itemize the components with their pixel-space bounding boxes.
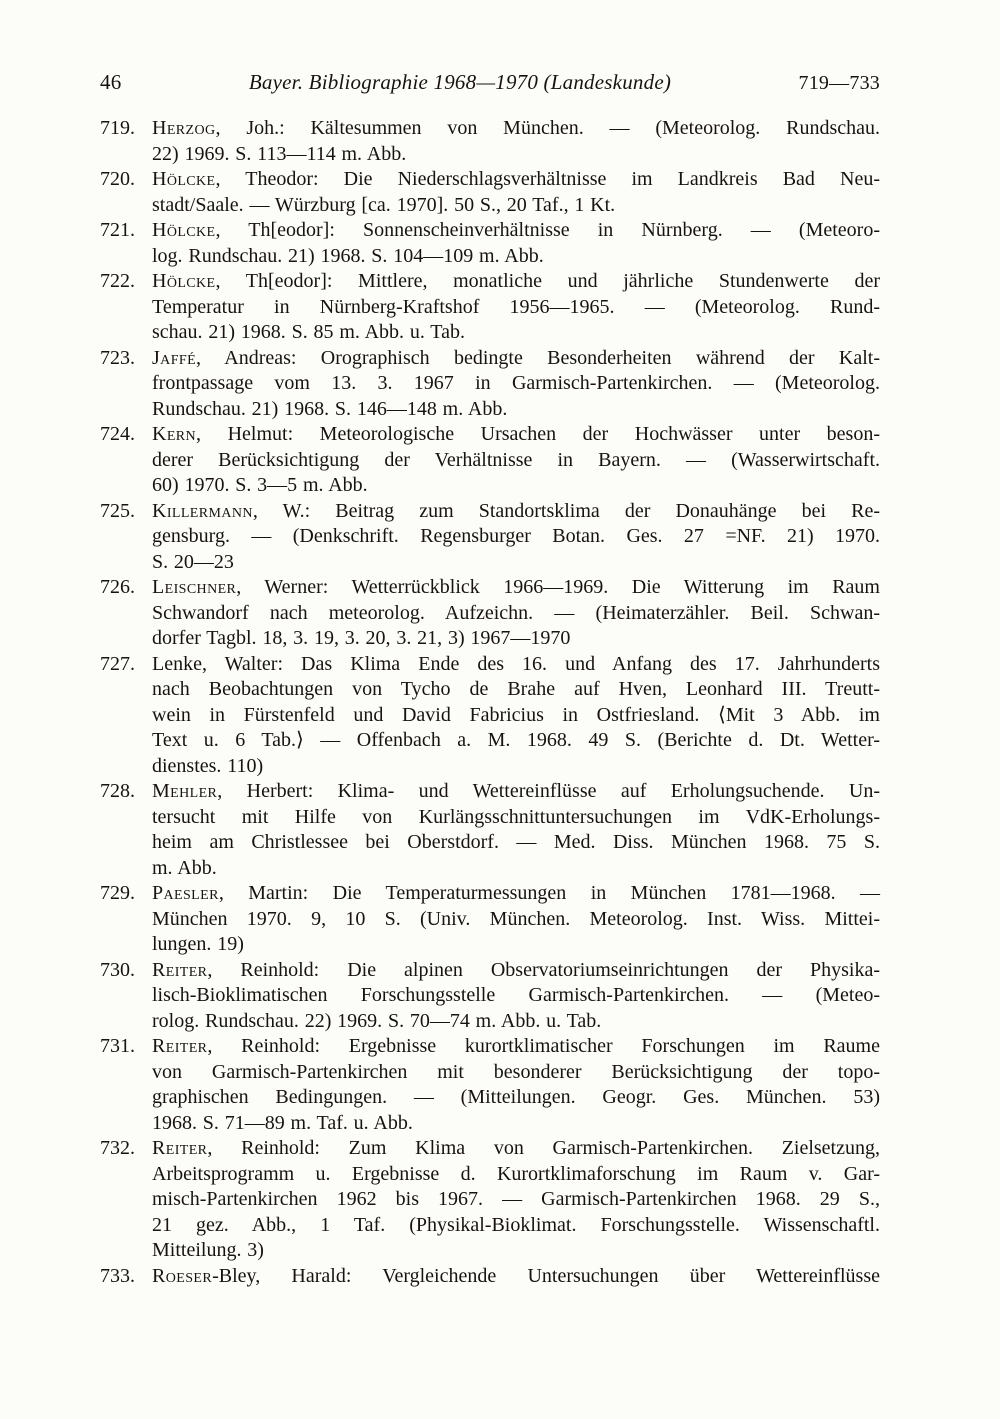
entry-line: 21 gez. Abb., 1 Taf. (Physikal-Bioklimat. Forschungsstelle. Wissenschaftl. xyxy=(152,1213,880,1236)
entry-line: tersucht mit Hilfe von Kurlängsschnittuntersuchungen im VdK-Erholungs- xyxy=(152,805,880,828)
entry-line: Killermann, W.: Beitrag zum Standortsklima der Donauhänge bei Re- xyxy=(152,499,880,522)
entry-number: 722. xyxy=(100,270,135,292)
entry-text xyxy=(152,116,880,167)
entry-line: graphischen Bedingungen. — (Mitteilungen. Geogr. Ges. München. 53) xyxy=(152,1086,880,1108)
entry-line: S. 20—23 xyxy=(152,550,234,573)
entry-number: 721. xyxy=(100,219,135,241)
bibliography-entry xyxy=(100,958,880,1035)
entry-number: 732. xyxy=(100,1137,135,1159)
entry-line: Lenke, Walter: Das Klima Ende des 16. und Anfang des 17. Jahrhunderts xyxy=(152,652,880,675)
bibliography-entry xyxy=(100,881,880,958)
entry-number: 720. xyxy=(100,168,135,190)
entry-number: 729. xyxy=(100,882,135,904)
entry-text xyxy=(152,1034,880,1136)
entry-line: Rundschau. 21) 1968. S. 146—148 m. Abb. xyxy=(152,397,508,420)
bibliography-entry xyxy=(100,1264,880,1290)
entry-number: 728. xyxy=(100,780,135,802)
entry-line: frontpassage vom 13. 3. 1967 in Garmisch-Partenkirchen. — (Meteorolog. xyxy=(152,372,880,394)
entry-line: Reiter, Reinhold: Zum Klima von Garmisch-Partenkirchen. Zielsetzung, xyxy=(152,1137,880,1159)
entry-number: 726. xyxy=(100,576,135,598)
entry-line: Reiter, Reinhold: Die alpinen Observatoriumseinrichtungen der Physika- xyxy=(152,958,880,981)
author-surname: Roeser xyxy=(152,1264,213,1287)
entry-line: dienstes. 110) xyxy=(152,754,264,777)
bibliography-entry xyxy=(100,346,880,423)
entry-line: Hölcke, Th[eodor]: Sonnenscheinverhältnisse in Nürnberg. — (Meteoro- xyxy=(152,219,880,241)
entry-text xyxy=(152,269,880,346)
entry-line: Roeser-Bley, Harald: Vergleichende Untersuchungen über Wettereinflüsse xyxy=(152,1264,880,1287)
bibliography-entry xyxy=(100,1136,880,1264)
author-surname: Paesler xyxy=(152,882,219,904)
entry-line: Reiter, Reinhold: Ergebnisse kurortklimatischer Forschungen im Raume xyxy=(152,1035,880,1057)
author-surname: Hölcke xyxy=(152,270,216,292)
entry-line: Herzog, Joh.: Kältesummen von München. — (Meteorolog. Rundschau. xyxy=(152,117,880,139)
entry-line: Paesler, Martin: Die Temperaturmessungen in München 1781—1968. — xyxy=(152,882,880,904)
page-header xyxy=(100,70,880,95)
bibliography-entry xyxy=(100,116,880,167)
entry-text xyxy=(152,1264,880,1290)
author-surname: Jaffé xyxy=(152,346,197,369)
entry-line: Arbeitsprogramm u. Ergebnisse d. Kurortklimaforschung im Raum v. Gar- xyxy=(152,1162,880,1185)
bibliography-entry xyxy=(100,167,880,218)
entry-text xyxy=(152,881,880,958)
entry-text xyxy=(152,167,880,218)
entry-text xyxy=(152,652,880,780)
bibliography-entry xyxy=(100,652,880,780)
entry-line: 1968. S. 71—89 m. Taf. u. Abb. xyxy=(152,1111,413,1134)
entry-line: 22) 1969. S. 113—114 m. Abb. xyxy=(152,142,407,165)
bibliography-entry xyxy=(100,779,880,881)
bibliography-entry xyxy=(100,269,880,346)
entry-line: heim am Christlessee bei Oberstdorf. — Med. Diss. München 1968. 75 S. xyxy=(152,831,880,853)
entry-line: misch-Partenkirchen 1962 bis 1967. — Garmisch-Partenkirchen 1968. 29 S., xyxy=(152,1188,880,1210)
page-number: 46 xyxy=(100,70,122,94)
bibliography-entry xyxy=(100,499,880,576)
bibliography-list xyxy=(100,116,880,1289)
entry-line: von Garmisch-Partenkirchen mit besonderer Berücksichtigung der topo- xyxy=(152,1060,880,1083)
author-surname: Mehler xyxy=(152,780,218,802)
entry-line: schau. 21) 1968. S. 85 m. Abb. u. Tab. xyxy=(152,321,465,343)
entry-line: Kern, Helmut: Meteorologische Ursachen der Hochwässer unter beson- xyxy=(152,423,880,445)
entry-text xyxy=(152,1136,880,1264)
entry-text xyxy=(152,575,880,652)
entry-number: 733. xyxy=(100,1264,135,1287)
entry-text xyxy=(152,346,880,423)
entry-line: wein in Fürstenfeld und David Fabricius in Ostfriesland. ⟨Mit 3 Abb. im xyxy=(152,703,880,726)
author-surname: Kern xyxy=(152,423,197,445)
running-title: Bayer. Bibliographie 1968—1970 (Landeskunde) xyxy=(248,70,672,94)
entry-number: 725. xyxy=(100,499,135,522)
entry-line: rolog. Rundschau. 22) 1969. S. 70—74 m. Abb. u. Tab. xyxy=(152,1009,602,1032)
entry-line: lungen. 19) xyxy=(152,933,244,955)
author-surname: Hölcke xyxy=(152,168,216,190)
entry-text xyxy=(152,958,880,1035)
entry-line: derer Berücksichtigung der Verhältnisse in Bayern. — (Wasserwirtschaft. xyxy=(152,448,880,471)
entry-line: Leischner, Werner: Wetterrückblick 1966—1969. Die Witterung im Raum xyxy=(152,576,880,598)
entry-number: 731. xyxy=(100,1035,135,1057)
author-surname: Hölcke xyxy=(152,219,216,241)
entry-number: 727. xyxy=(100,652,135,675)
entry-number: 723. xyxy=(100,346,135,369)
entry-line: 60) 1970. S. 3—5 m. Abb. xyxy=(152,474,368,496)
entry-line: München 1970. 9, 10 S. (Univ. München. Meteorolog. Inst. Wiss. Mittei- xyxy=(152,907,880,930)
entry-text xyxy=(152,499,880,576)
entry-text xyxy=(152,779,880,881)
entry-line: m. Abb. xyxy=(152,856,217,879)
author-surname: Leischner xyxy=(152,576,237,598)
author-surname: Reiter xyxy=(152,958,208,981)
entry-number: 724. xyxy=(100,423,135,445)
entry-line: log. Rundschau. 21) 1968. S. 104—109 m. Abb. xyxy=(152,244,544,267)
entry-line: dorfer Tagbl. 18, 3. 19, 3. 20, 3. 21, 3) 1967—1970 xyxy=(152,627,571,649)
entry-line: Text u. 6 Tab.⟩ — Offenbach a. M. 1968. 49 S. (Berichte d. Dt. Wetter- xyxy=(152,729,880,751)
bibliography-entry xyxy=(100,422,880,499)
author-surname: Herzog xyxy=(152,117,216,139)
author-surname: Reiter xyxy=(152,1137,208,1159)
entry-text xyxy=(152,422,880,499)
entry-line: Mitteilung. 3) xyxy=(152,1239,264,1261)
entry-line: Mehler, Herbert: Klima- und Wettereinflüsse auf Erholungsuchende. Un- xyxy=(152,780,880,802)
entry-range: 719—733 xyxy=(798,72,880,94)
bibliography-entry xyxy=(100,575,880,652)
entry-line: stadt/Saale. — Würzburg [ca. 1970]. 50 S., 20 Taf., 1 Kt. xyxy=(152,193,616,216)
entry-number: 730. xyxy=(100,958,135,981)
entry-line: nach Beobachtungen von Tycho de Brahe auf Hven, Leonhard III. Treutt- xyxy=(152,678,880,700)
entry-line: gensburg. — (Denkschrift. Regensburger Botan. Ges. 27 =NF. 21) 1970. xyxy=(152,525,880,547)
entry-line: Hölcke, Theodor: Die Niederschlagsverhältnisse im Landkreis Bad Neu- xyxy=(152,168,880,190)
entry-text xyxy=(152,218,880,269)
entry-line: lisch-Bioklimatischen Forschungsstelle Garmisch-Partenkirchen. — (Meteo- xyxy=(152,984,880,1006)
entry-line: Schwandorf nach meteorolog. Aufzeichn. — (Heimaterzähler. Beil. Schwan- xyxy=(152,601,880,624)
entry-line: Jaffé, Andreas: Orographisch bedingte Besonderheiten während der Kalt- xyxy=(152,346,880,369)
entry-line: Temperatur in Nürnberg-Kraftshof 1956—1965. — (Meteorolog. Rund- xyxy=(152,295,880,318)
author-surname: Reiter xyxy=(152,1035,208,1057)
bibliography-entry xyxy=(100,218,880,269)
bibliography-entry xyxy=(100,1034,880,1136)
entry-number: 719. xyxy=(100,117,135,139)
entry-line: Hölcke, Th[eodor]: Mittlere, monatliche und jährliche Stundenwerte der xyxy=(152,270,880,292)
author-surname: Killermann xyxy=(152,499,253,522)
